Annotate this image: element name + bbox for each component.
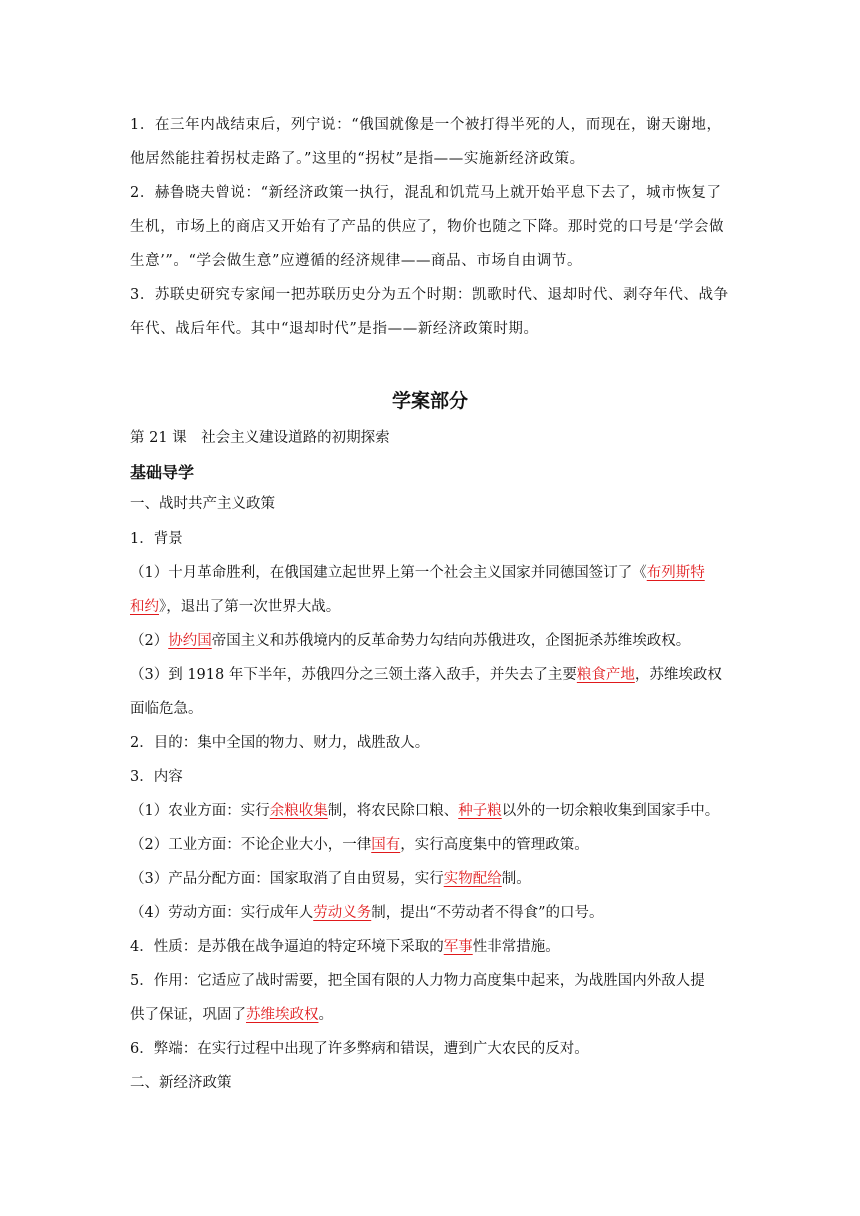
goal-line: 2．目的：集中全国的物力、财力，战胜敌人。	[130, 735, 430, 751]
lesson-title: 第 21 课 社会主义建设道路的初期探索	[130, 430, 390, 446]
blank-answer: 劳动义务	[313, 905, 372, 921]
blank-answer: 苏维埃政权	[246, 1007, 319, 1023]
content-item-industry: （2）工业方面：不论企业大小，一律国有，实行高度集中的管理政策。	[130, 837, 589, 853]
background-item-3-line-2: 面临危急。	[130, 701, 203, 717]
effect-line-1: 5．作用：它适应了战时需要，把全国有限的人力物力高度集中起来，为战胜国内外敌人提	[130, 973, 705, 989]
intro-paragraph-2: 2．赫鲁晓夫曾说：“新经济政策一执行，混乱和饥荒马上就开始平息下去了，城市恢复了生机，市场上的商店又开始有了产品的供应了，物价也随之下降。那时党的口号是‘学会做生意’”。“学会做生意”应遵循的经济规律——商品、市场自由调节。	[130, 185, 725, 269]
background-item-2: （2）协约国帝国主义和苏俄境内的反革命势力勾结向苏俄进攻，企图扼杀苏维埃政权。	[130, 633, 691, 649]
blank-answer: 布列斯特	[646, 565, 705, 581]
blank-answer: 实物配给	[443, 871, 502, 887]
section-title: 学案部分	[391, 390, 468, 412]
section-1-title: 一、战时共产主义政策	[130, 496, 275, 512]
subtitle-basic-guide: 基础导学	[130, 463, 195, 482]
background-item-1-line-2: 和约》，退出了第一次世界大战。	[130, 599, 341, 615]
content-item-distribution: （3）产品分配方面：国家取消了自由贸易，实行实物配给制。	[130, 871, 531, 887]
background-item-1-line-1: （1）十月革命胜利，在俄国建立起世界上第一个社会主义国家并同德国签订了《布列斯特	[130, 565, 705, 581]
blank-answer: 协约国	[168, 633, 212, 649]
blank-answer: 国有	[371, 837, 401, 853]
background-item-3-line-1: （3）到 1918 年下半年，苏俄四分之三领土落入敌手，并失去了主要粮食产地，苏维埃政权	[130, 667, 722, 683]
blank-answer: 粮食产地	[576, 667, 635, 683]
blank-answer: 和约	[130, 599, 159, 615]
content-item-labor: （4）劳动方面：实行成年人劳动义务制，提出“不劳动者不得食”的口号。	[130, 905, 604, 921]
effect-line-2: 供了保证，巩固了苏维埃政权。	[130, 1007, 333, 1023]
intro-paragraph-3: 3．苏联史研究专家闻一把苏联历史分为五个时期：凯歌时代、退却时代、剥夺年代、战争年代、战后年代。其中“退却时代”是指——新经济政策时期。	[130, 287, 729, 337]
blank-answer: 军事	[443, 939, 473, 955]
blank-answer: 余粮收集	[269, 803, 328, 819]
nature-line: 4．性质：是苏俄在战争逼迫的特定环境下采取的军事性非常措施。	[130, 939, 560, 955]
flaw-line: 6．弊端：在实行过程中出现了许多弊病和错误，遭到广大农民的反对。	[130, 1041, 589, 1057]
content-title: 3．内容	[130, 769, 183, 785]
content-item-agriculture: （1）农业方面：实行余粮收集制，将农民除口粮、种子粮以外的一切余粮收集到国家手中。	[130, 803, 720, 819]
intro-paragraph-1: 1．在三年内战结束后，列宁说：“俄国就像是一个被打得半死的人，而现在，谢天谢地，他居然能拄着拐杖走路了。”这里的“拐杖”是指——实施新经济政策。	[130, 117, 722, 167]
background-title: 1．背景	[130, 531, 183, 547]
section-2-title: 二、新经济政策	[130, 1075, 232, 1091]
blank-answer: 种子粮	[458, 803, 502, 819]
